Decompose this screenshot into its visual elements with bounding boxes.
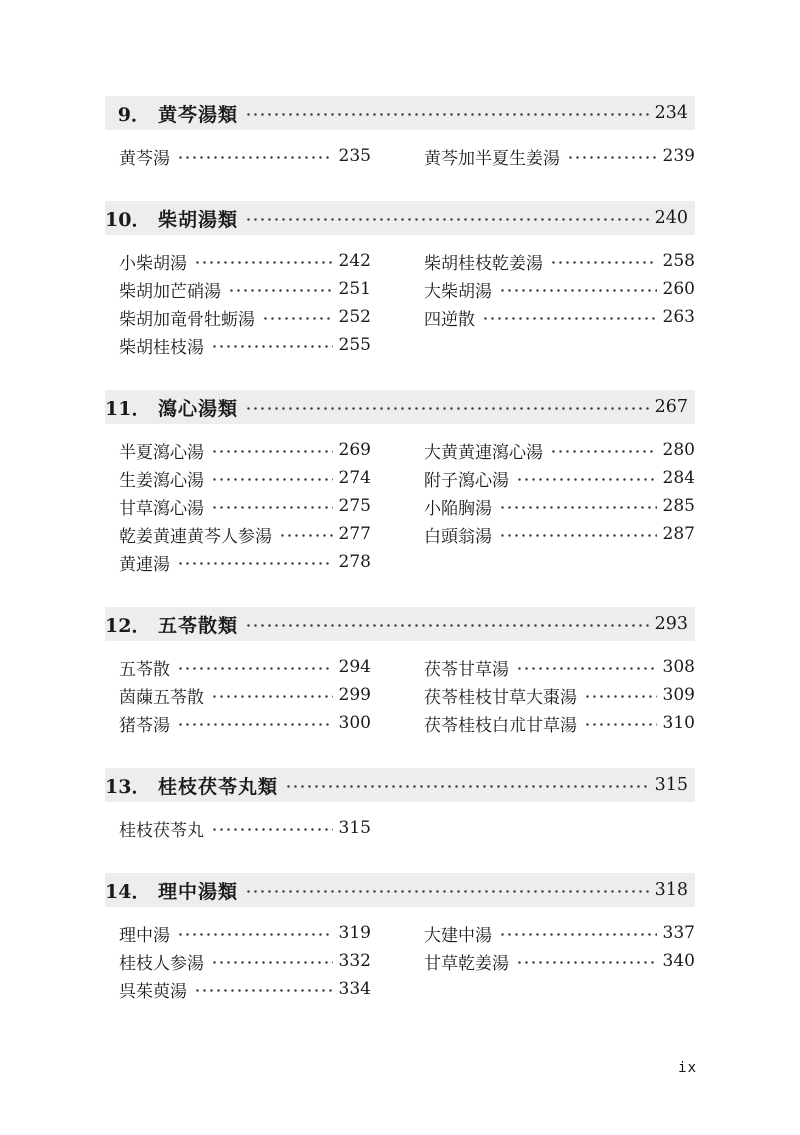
- entry-page-number: 251: [338, 279, 371, 299]
- section-page-number: 293: [654, 614, 688, 634]
- entry-page-number: 337: [662, 923, 695, 943]
- toc-entry: [119, 436, 371, 464]
- toc-entry: [424, 142, 695, 170]
- entry-title: 黄連湯: [119, 554, 170, 575]
- entries-column-right: [424, 247, 695, 359]
- dot-leader: [566, 154, 657, 161]
- entry-title: 乾姜黄連黄芩人参湯: [119, 526, 272, 547]
- toc-entry: [119, 681, 371, 709]
- dot-leader: [244, 216, 649, 223]
- entries-column-left: [119, 653, 371, 737]
- section-title: 桂枝茯苓丸類: [158, 775, 279, 798]
- section-page-number: 234: [654, 103, 688, 123]
- entry-page-number: 332: [338, 951, 371, 971]
- section-page-number: 315: [654, 775, 688, 795]
- dot-leader: [244, 405, 649, 412]
- dot-leader: [210, 343, 333, 350]
- section-index: 11．: [105, 397, 151, 420]
- section-header: [105, 201, 695, 235]
- entry-page-number: 285: [662, 496, 695, 516]
- entry-page-number: 284: [662, 468, 695, 488]
- dot-leader: [210, 959, 333, 966]
- toc-entry: [119, 464, 371, 492]
- entry-page-number: 277: [338, 524, 371, 544]
- entries-column-left: [119, 814, 371, 842]
- entry-title: 黄芩湯: [119, 148, 170, 169]
- entry-title: 大柴胡湯: [424, 281, 492, 302]
- entry-title: 茯苓桂枝白朮甘草湯: [424, 715, 577, 736]
- entry-title: 理中湯: [119, 925, 170, 946]
- entries-column-right: [424, 142, 695, 170]
- toc-entry: [424, 436, 695, 464]
- toc-section: [105, 390, 695, 576]
- entry-page-number: 300: [338, 713, 371, 733]
- entry-page-number: 242: [338, 251, 371, 271]
- entry-page-number: 269: [338, 440, 371, 460]
- entry-page-number: 239: [662, 146, 695, 166]
- dot-leader: [498, 532, 657, 539]
- toc-entry: [424, 681, 695, 709]
- dot-leader: [176, 721, 333, 728]
- section-index: 9．: [117, 103, 150, 126]
- entry-title: 四逆散: [424, 309, 475, 330]
- entry-title: 桂枝茯苓丸: [119, 820, 204, 841]
- dot-leader: [244, 888, 649, 895]
- toc-entry: [424, 919, 695, 947]
- toc-entry: [424, 303, 695, 331]
- toc-entry: [424, 464, 695, 492]
- section-entries: [119, 247, 695, 359]
- entries-column-left: [119, 436, 371, 576]
- entry-title: 生姜瀉心湯: [119, 470, 204, 491]
- entry-title: 小陥胸湯: [424, 498, 492, 519]
- section-index: 12．: [105, 614, 151, 637]
- entry-page-number: 308: [662, 657, 695, 677]
- toc-entry: [424, 653, 695, 681]
- section-header: [105, 873, 695, 907]
- toc-entry: [424, 520, 695, 548]
- entries-column-right: [424, 814, 695, 842]
- entry-page-number: 263: [662, 307, 695, 327]
- toc-entry: [119, 548, 371, 576]
- entry-page-number: 260: [662, 279, 695, 299]
- toc-section: [105, 96, 695, 170]
- dot-leader: [549, 448, 657, 455]
- entry-title: 附子瀉心湯: [424, 470, 509, 491]
- column-gap: [371, 653, 424, 737]
- section-entries: [119, 436, 695, 576]
- section-title: 理中湯類: [158, 880, 239, 903]
- dot-leader: [498, 504, 657, 511]
- entry-page-number: 278: [338, 552, 371, 572]
- entry-page-number: 235: [338, 146, 371, 166]
- toc-entry: [119, 331, 371, 359]
- dot-leader: [210, 826, 333, 833]
- section-title: 瀉心湯類: [158, 397, 239, 420]
- column-gap: [371, 919, 424, 1003]
- toc-entry: [119, 653, 371, 681]
- entry-page-number: 299: [338, 685, 371, 705]
- entry-title: 茯苓甘草湯: [424, 659, 509, 680]
- dot-leader: [515, 476, 657, 483]
- entry-page-number: 255: [338, 335, 371, 355]
- toc-section: [105, 768, 695, 842]
- toc-entry: [119, 303, 371, 331]
- column-gap: [371, 142, 424, 170]
- entry-page-number: 319: [338, 923, 371, 943]
- entry-title: 甘草乾姜湯: [424, 953, 509, 974]
- entries-column-left: [119, 247, 371, 359]
- page-number-footer: ix: [678, 1060, 697, 1076]
- dot-leader: [515, 959, 657, 966]
- entry-page-number: 274: [338, 468, 371, 488]
- dot-leader: [284, 783, 649, 790]
- dot-leader: [227, 287, 333, 294]
- column-gap: [371, 436, 424, 576]
- dot-leader: [549, 259, 657, 266]
- entry-title: 茯苓桂枝甘草大棗湯: [424, 687, 577, 708]
- entry-title: 桂枝人参湯: [119, 953, 204, 974]
- dot-leader: [176, 665, 333, 672]
- column-gap: [371, 814, 424, 842]
- entry-page-number: 294: [338, 657, 371, 677]
- dot-leader: [210, 693, 333, 700]
- entry-title: 猪苓湯: [119, 715, 170, 736]
- dot-leader: [498, 931, 657, 938]
- section-title: 黄芩湯類: [158, 103, 239, 126]
- entry-title: 黄芩加半夏生姜湯: [424, 148, 560, 169]
- dot-leader: [278, 532, 333, 539]
- dot-leader: [210, 476, 333, 483]
- entry-title: 甘草瀉心湯: [119, 498, 204, 519]
- dot-leader: [176, 931, 333, 938]
- section-page-number: 240: [654, 208, 688, 228]
- section-page-number: 267: [654, 397, 688, 417]
- entries-column-right: [424, 653, 695, 737]
- section-title: 柴胡湯類: [158, 208, 239, 231]
- dot-leader: [210, 504, 333, 511]
- dot-leader: [210, 448, 333, 455]
- toc-entry: [119, 947, 371, 975]
- toc-entry: [119, 919, 371, 947]
- entry-title: 呉茱萸湯: [119, 981, 187, 1002]
- entry-title: 柴胡加竜骨牡蛎湯: [119, 309, 255, 330]
- toc-section: [105, 873, 695, 1003]
- toc-entry: [119, 247, 371, 275]
- entry-page-number: 310: [662, 713, 695, 733]
- entry-title: 柴胡桂枝乾姜湯: [424, 253, 543, 274]
- entry-title: 大黄黄連瀉心湯: [424, 442, 543, 463]
- dot-leader: [583, 721, 657, 728]
- entry-page-number: 287: [662, 524, 695, 544]
- section-entries: [119, 814, 695, 842]
- dot-leader: [193, 987, 333, 994]
- section-entries: [119, 919, 695, 1003]
- section-header: [105, 768, 695, 802]
- dot-leader: [481, 315, 657, 322]
- dot-leader: [498, 287, 657, 294]
- entries-column-left: [119, 142, 371, 170]
- section-title: 五苓散類: [158, 614, 239, 637]
- toc-entry: [119, 275, 371, 303]
- toc-entry: [119, 142, 371, 170]
- toc-entry: [424, 709, 695, 737]
- toc-section: [105, 607, 695, 737]
- toc-entry: [424, 947, 695, 975]
- entry-page-number: 315: [338, 818, 371, 838]
- entry-page-number: 334: [338, 979, 371, 999]
- section-index: 10．: [105, 208, 151, 231]
- dot-leader: [176, 154, 333, 161]
- entry-title: 五苓散: [119, 659, 170, 680]
- entries-column-left: [119, 919, 371, 1003]
- section-header: [105, 607, 695, 641]
- entry-title: 大建中湯: [424, 925, 492, 946]
- entries-column-right: [424, 436, 695, 576]
- section-header: [105, 390, 695, 424]
- dot-leader: [515, 665, 657, 672]
- entry-page-number: 340: [662, 951, 695, 971]
- entry-page-number: 258: [662, 251, 695, 271]
- section-index: 13．: [105, 775, 151, 798]
- dot-leader: [244, 111, 649, 118]
- dot-leader: [244, 622, 649, 629]
- entry-page-number: 275: [338, 496, 371, 516]
- entry-title: 白頭翁湯: [424, 526, 492, 547]
- section-entries: [119, 142, 695, 170]
- toc-entry: [424, 275, 695, 303]
- entry-page-number: 309: [662, 685, 695, 705]
- section-index: 14．: [105, 880, 151, 903]
- entry-title: 柴胡桂枝湯: [119, 337, 204, 358]
- column-gap: [371, 247, 424, 359]
- entry-title: 半夏瀉心湯: [119, 442, 204, 463]
- toc-entry: [119, 492, 371, 520]
- toc-entry: [119, 814, 371, 842]
- toc-entry: [424, 247, 695, 275]
- toc-entry: [119, 709, 371, 737]
- section-entries: [119, 653, 695, 737]
- entry-page-number: 252: [338, 307, 371, 327]
- entry-title: 茵蔯五苓散: [119, 687, 204, 708]
- toc-section: [105, 201, 695, 359]
- section-page-number: 318: [654, 880, 688, 900]
- entries-column-right: [424, 919, 695, 1003]
- entry-title: 柴胡加芒硝湯: [119, 281, 221, 302]
- entry-page-number: 280: [662, 440, 695, 460]
- section-header: [105, 96, 695, 130]
- toc-entry: [424, 492, 695, 520]
- dot-leader: [261, 315, 333, 322]
- dot-leader: [583, 693, 657, 700]
- dot-leader: [176, 560, 333, 567]
- entry-title: 小柴胡湯: [119, 253, 187, 274]
- toc-entry: [119, 975, 371, 1003]
- dot-leader: [193, 259, 333, 266]
- toc-entry: [119, 520, 371, 548]
